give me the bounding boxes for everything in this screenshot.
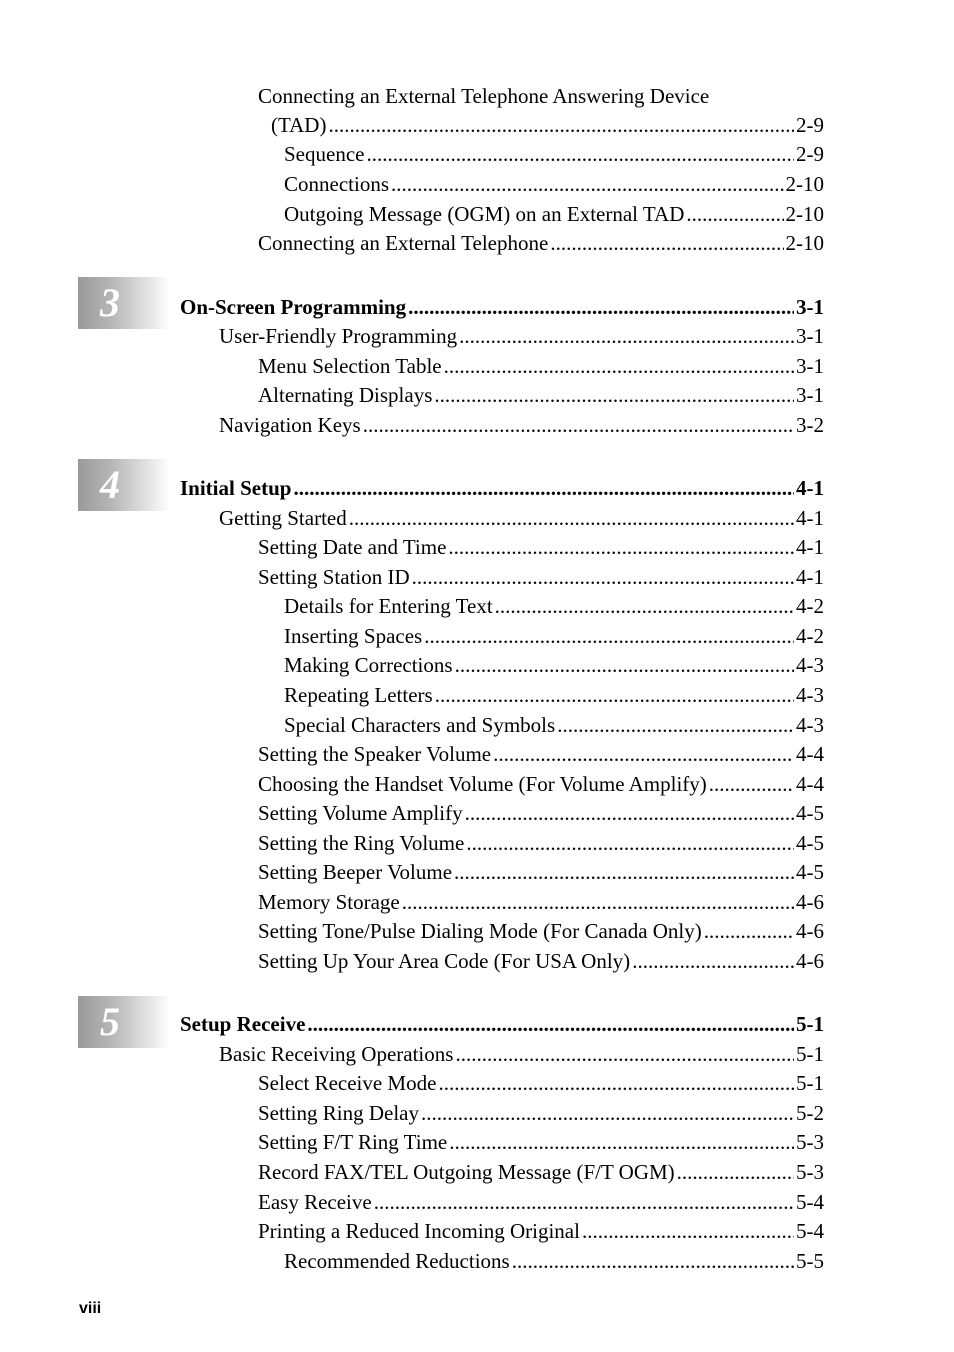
toc-entry-text: Getting Started [219,506,347,530]
chapter-tab-4 [78,459,170,511]
toc-entry[interactable] [258,229,824,257]
toc-entry[interactable] [258,858,824,886]
toc-entry-text: Setting Tone/Pulse Dialing Mode (For Canada Only) [258,919,702,943]
toc-entry-text: Repeating Letters [284,683,433,707]
dot-leader [366,140,794,168]
toc-entry[interactable] [219,411,824,439]
toc-entry[interactable] [258,888,824,916]
dot-leader [550,229,783,257]
toc-entry-text: Initial Setup [180,476,292,500]
toc-chapter-title[interactable] [180,293,824,321]
dot-leader [402,888,794,916]
toc-entry-text: Alternating Displays [258,383,433,407]
toc-page-number: 3-1 [796,354,824,378]
dot-leader [495,592,794,620]
toc-page-number: 3-2 [796,413,824,437]
toc-chapter-title[interactable] [180,474,824,502]
toc-entry[interactable] [284,592,824,620]
dot-leader [307,1010,794,1038]
dot-leader [704,917,794,945]
toc-entry-text: Printing a Reduced Incoming Original [258,1219,580,1243]
toc-entry-text: Record FAX/TEL Outgoing Message (F/T OGM) [258,1160,675,1184]
toc-entry[interactable] [258,352,824,380]
page-folio: viii [79,1300,102,1317]
dot-leader [408,293,794,321]
toc-entry[interactable] [258,947,824,975]
dot-leader [512,1247,794,1275]
toc-entry[interactable] [284,711,824,739]
toc-entry-text: Inserting Spaces [284,624,423,648]
toc-page-number: 4-6 [796,949,824,973]
toc-entry-text: Menu Selection Table [258,354,442,378]
toc-entry[interactable] [258,533,824,561]
dot-leader [466,829,794,857]
toc-entry-text: Outgoing Message (OGM) on an External TAD [284,202,685,226]
toc-page-number: 3-1 [796,295,824,319]
dot-leader [434,381,794,409]
dot-leader [455,651,794,679]
toc-page-number: 4-5 [796,860,824,884]
chapter-number: 5 [100,999,120,1044]
dot-leader [557,711,794,739]
toc-page-number: 3-1 [796,383,824,407]
toc-entry[interactable] [258,1188,824,1216]
dot-leader [349,504,794,532]
dot-leader [435,681,794,709]
dot-leader [424,622,794,650]
toc-page-number: 2-9 [796,142,824,166]
toc-entry-text: Setting F/T Ring Time [258,1130,448,1154]
dot-leader [328,111,794,139]
toc-entry[interactable] [219,322,824,350]
toc-entry-text: Setting Volume Amplify [258,801,463,825]
toc-page-number: 2-10 [785,172,824,196]
toc-entry-text: Easy Receive [258,1190,372,1214]
toc-entry-text: Connections [284,172,389,196]
toc-entry-text: Setting the Speaker Volume [258,742,492,766]
toc-entry-text: Basic Receiving Operations [219,1042,454,1066]
toc-entry[interactable] [284,170,824,198]
toc-entry-text: User-Friendly Programming [219,324,458,348]
dot-leader [632,947,794,975]
dot-leader [686,200,783,228]
toc-entry-text: Connecting an External Telephone Answering Device [258,84,710,108]
toc-page-number: 2-10 [785,202,824,226]
toc-entry-heading [258,82,709,110]
toc-page-number: 5-1 [796,1012,824,1036]
chapter-tab-5 [78,996,170,1048]
toc-chapter-title[interactable] [180,1010,824,1038]
dot-leader [293,474,794,502]
dot-leader [493,740,794,768]
toc-page-number: 4-1 [796,506,824,530]
toc-page-number: 5-4 [796,1219,824,1243]
toc-entry-text: Memory Storage [258,890,400,914]
dot-leader [363,411,794,439]
toc-entry-text: Choosing the Handset Volume (For Volume Amplify) [258,772,707,796]
toc-entry-text: Navigation Keys [219,413,361,437]
toc-entry[interactable] [258,829,824,857]
toc-entry[interactable] [258,1217,824,1245]
chapter-number: 4 [100,462,120,507]
toc-entry-text: Setup Receive [180,1012,306,1036]
toc-entry-text: Details for Entering Text [284,594,493,618]
toc-entry-text: Setting Beeper Volume [258,860,453,884]
dot-leader [449,1128,794,1156]
toc-entry-text: Setting Up Your Area Code (For USA Only) [258,949,631,973]
toc-entry[interactable] [219,504,824,532]
toc-page-number: 5-2 [796,1101,824,1125]
dot-leader [709,770,794,798]
toc-page-number: 4-6 [796,919,824,943]
toc-entry[interactable] [284,622,824,650]
toc-page-number: 4-1 [796,565,824,589]
toc-page-number: 5-1 [796,1042,824,1066]
dot-leader [448,533,794,561]
toc-entry-text: (TAD) [271,113,327,137]
toc-entry-text: Recommended Reductions [284,1249,510,1273]
toc-page-number: 4-1 [796,535,824,559]
toc-entry-text: Select Receive Mode [258,1071,437,1095]
toc-page-number: 4-5 [796,831,824,855]
toc-page-number: 5-1 [796,1071,824,1095]
toc-entry-text: Setting Station ID [258,565,410,589]
toc-page-number: 4-4 [796,742,824,766]
chapter-tab-3 [78,277,170,329]
toc-page-number: 5-3 [796,1160,824,1184]
toc-page-number: 4-4 [796,772,824,796]
toc-entry-text: Special Characters and Symbols [284,713,556,737]
toc-entry[interactable] [258,1099,824,1127]
toc-entry-text: Connecting an External Telephone [258,231,549,255]
dot-leader [374,1188,794,1216]
toc-entry[interactable] [219,1040,824,1068]
toc-entry-text: Making Corrections [284,653,453,677]
toc-page-number: 4-6 [796,890,824,914]
toc-entry[interactable] [284,651,824,679]
toc-entry-text: Setting Date and Time [258,535,447,559]
toc-entry-text: Setting the Ring Volume [258,831,465,855]
chapter-number: 3 [100,280,120,325]
dot-leader [412,563,794,591]
toc-page-number: 5-4 [796,1190,824,1214]
toc-entry[interactable] [258,1128,824,1156]
dot-leader [459,322,794,350]
toc-entry[interactable] [258,799,824,827]
toc-entry[interactable] [271,111,824,139]
dot-leader [454,858,794,886]
toc-entry[interactable] [258,381,824,409]
toc-page-number: 4-2 [796,624,824,648]
toc-entry[interactable] [258,770,824,798]
toc-entry-text: Setting Ring Delay [258,1101,419,1125]
dot-leader [438,1069,794,1097]
toc-entry[interactable] [284,681,824,709]
toc-entry-text: On-Screen Programming [180,295,407,319]
toc-entry-text: Sequence [284,142,365,166]
dot-leader [421,1099,794,1127]
toc-entry[interactable] [258,1069,824,1097]
toc-page-number: 4-2 [796,594,824,618]
toc-page-number: 4-3 [796,653,824,677]
toc-page-number: 4-5 [796,801,824,825]
dot-leader [465,799,794,827]
dot-leader [444,352,794,380]
toc-page-number: 4-3 [796,683,824,707]
toc-page-number: 2-10 [785,231,824,255]
toc-page-number: 5-3 [796,1130,824,1154]
toc-page-number: 4-1 [796,476,824,500]
toc-page-number: 5-5 [796,1249,824,1273]
toc-entry[interactable] [284,1247,824,1275]
toc-entry[interactable] [258,563,824,591]
toc-entry[interactable] [284,140,824,168]
dot-leader [582,1217,794,1245]
toc-entry[interactable] [284,200,824,228]
dot-leader [677,1158,794,1186]
toc-entry[interactable] [258,917,824,945]
toc-entry[interactable] [258,740,824,768]
toc-entry[interactable] [258,1158,824,1186]
dot-leader [391,170,784,198]
dot-leader [455,1040,794,1068]
toc-page-number: 2-9 [796,113,824,137]
toc-page-number: 3-1 [796,324,824,348]
toc-page-number: 4-3 [796,713,824,737]
